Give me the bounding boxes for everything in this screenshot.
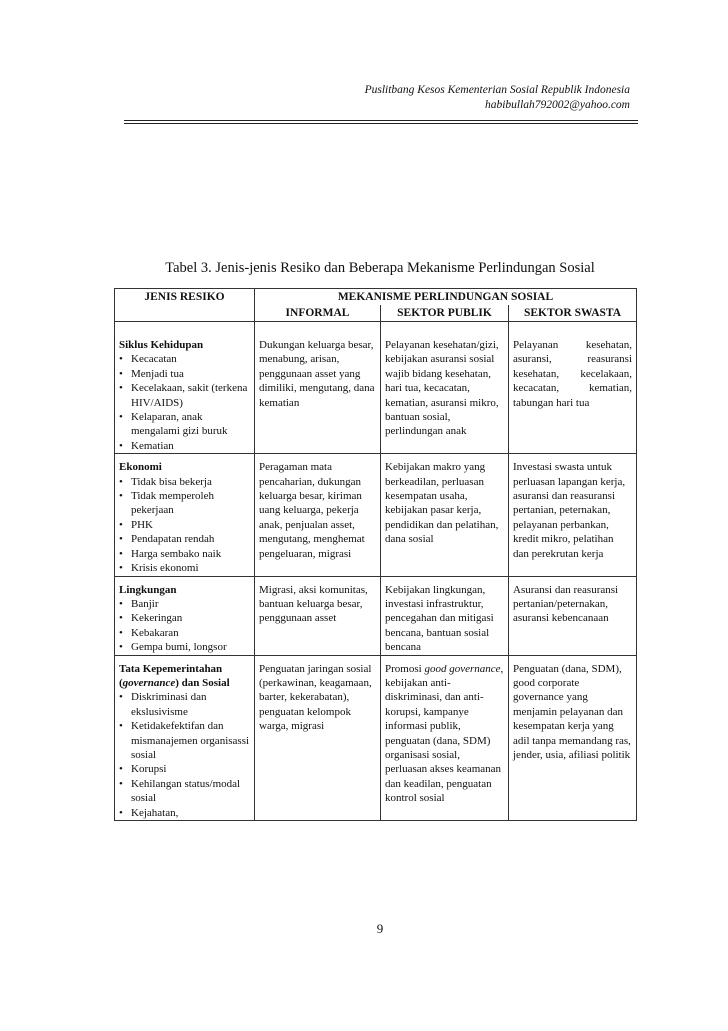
list-item: • Tidak memperoleh pekerjaan: [119, 489, 250, 518]
risk-list: [119, 475, 250, 576]
category-part-italic: governance: [122, 676, 176, 689]
risk-category: [119, 662, 250, 691]
category-part: ) dan Sosial: [175, 676, 230, 689]
private-cell: Asuransi dan reasuransi pertanian/peternakan, asuransi kebencanaan: [509, 576, 637, 655]
public-part-italic: good governance: [424, 662, 501, 675]
table-row: [115, 655, 637, 820]
col-header-public: SEKTOR PUBLIK: [381, 305, 509, 322]
list-item: • Kecacatan: [119, 352, 250, 366]
list-item: • Ketidakefektifan dan mismanajemen organisassi sosial: [119, 719, 250, 762]
risk-category: Lingkungan: [119, 583, 177, 596]
table-row: [115, 454, 637, 576]
risk-cell: [115, 454, 255, 576]
header-institution: Puslitbang Kesos Kementerian Sosial Republik Indonesia: [364, 84, 630, 96]
list-item: • Kebakaran: [119, 626, 250, 640]
list-item: • Kehilangan status/modal sosial: [119, 777, 250, 806]
list-item: • PHK: [119, 518, 250, 532]
list-item: • Gempa bumi, longsor: [119, 640, 250, 654]
public-cell: [381, 655, 509, 820]
table-row: [115, 322, 637, 454]
informal-cell: Dukungan keluarga besar, menabung, arisan, penggunaan asset yang dimiliki, mengutang, dana kematian: [255, 322, 381, 454]
informal-cell: Peragaman mata pencaharian, dukungan keluarga besar, kiriman uang keluarga, pekerja anak, penjualan asset, mengutang, menghemat pengeluaran, migrasi: [255, 454, 381, 576]
list-item: • Tidak bisa bekerja: [119, 475, 250, 489]
list-item: • Banjir: [119, 597, 250, 611]
public-cell: Kebijakan lingkungan, investasi infrastruktur, pencegahan dan mitigasi bencana, bantuan sosial bencana: [381, 576, 509, 655]
header-rule: [124, 120, 638, 124]
risk-cell: [115, 576, 255, 655]
page-header: [300, 83, 630, 113]
risk-list: [119, 690, 250, 820]
list-item: • Menjadi tua: [119, 367, 250, 381]
list-item: • Kekeringan: [119, 611, 250, 625]
list-item: • Kejahatan,: [119, 806, 250, 820]
risk-list: [119, 597, 250, 655]
risk-category: Siklus Kehidupan: [119, 339, 204, 351]
table-title: Tabel 3. Jenis-jenis Resiko dan Beberapa Mekanisme Perlindungan Sosial: [165, 260, 595, 276]
private-cell: Pelayanan kesehatan, asuransi, reasuransi kesehatan, kecelakaan, kecacatan, kematian, tabungan hari tua: [509, 322, 637, 454]
col-header-private: SEKTOR SWASTA: [509, 305, 637, 322]
risk-category: Ekonomi: [119, 461, 162, 474]
list-item: • Krisis ekonomi: [119, 561, 250, 575]
private-cell: Penguatan (dana, SDM), good corporate governance yang menjamin pelayanan dan kesempatan kerja yang adil tanpa memandang ras, jender, usia, afiliasi politik: [509, 655, 637, 820]
private-cell: Investasi swasta untuk perluasan lapangan kerja, asuransi dan reasuransi pertanian, peternakan, pelayanan perbankan, kredit mikro, pelatihan dan perekrutan kerja: [509, 454, 637, 576]
col-header-mechanism: MEKANISME PERLINDUNGAN SOSIAL: [255, 289, 637, 306]
public-part: , kebijakan anti-diskriminasi, dan anti-korupsi, kampanye informasi publik, penguatan (dana, SDM) organisasi sosial, perluasan akses keamanan dan keadilan, penguatan kontrol sosial: [385, 662, 504, 805]
header-row-1: [115, 289, 637, 306]
risk-cell: [115, 655, 255, 820]
list-item: • Kecelakaan, sakit (terkena HIV/AIDS): [119, 381, 250, 410]
public-part: Promosi: [385, 662, 425, 675]
list-item: • Kematian: [119, 439, 250, 453]
col-header-risk: JENIS RESIKO: [115, 289, 255, 322]
col-header-informal: INFORMAL: [255, 305, 381, 322]
page-number: 9: [376, 921, 384, 936]
list-item: • Kelaparan, anak mengalami gizi buruk: [119, 410, 250, 439]
list-item: • Korupsi: [119, 762, 250, 776]
list-item: • Harga sembako naik: [119, 547, 250, 561]
public-cell: Pelayanan kesehatan/gizi, kebijakan asuransi sosial wajib bidang kesehatan, hari tua, kecacatan, kematian, asuransi mikro, bantuan sosial, perlindungan anak: [381, 322, 509, 454]
header-email: habibullah792002@yahoo.com: [484, 99, 630, 111]
informal-cell: Migrasi, aksi komunitas, bantuan keluarga besar, penggunaan asset: [255, 576, 381, 655]
informal-cell: Penguatan jaringan sosial (perkawinan, keagamaan, barter, kekerabatan), penguatan kelompok warga, migrasi: [255, 655, 381, 820]
risk-table: [114, 288, 637, 821]
table-row: [115, 576, 637, 655]
list-item: • Diskriminasi dan ekslusivisme: [119, 690, 250, 719]
list-item: • Pendapatan rendah: [119, 532, 250, 546]
public-cell: Kebijakan makro yang berkeadilan, perluasan kesempatan usaha, kebijakan pasar kerja, pendidikan dan pelatihan, dana sosial: [381, 454, 509, 576]
risk-list: [119, 352, 250, 453]
risk-cell: [115, 322, 255, 454]
category-part: Tata Kepemerintahan (: [119, 662, 223, 689]
